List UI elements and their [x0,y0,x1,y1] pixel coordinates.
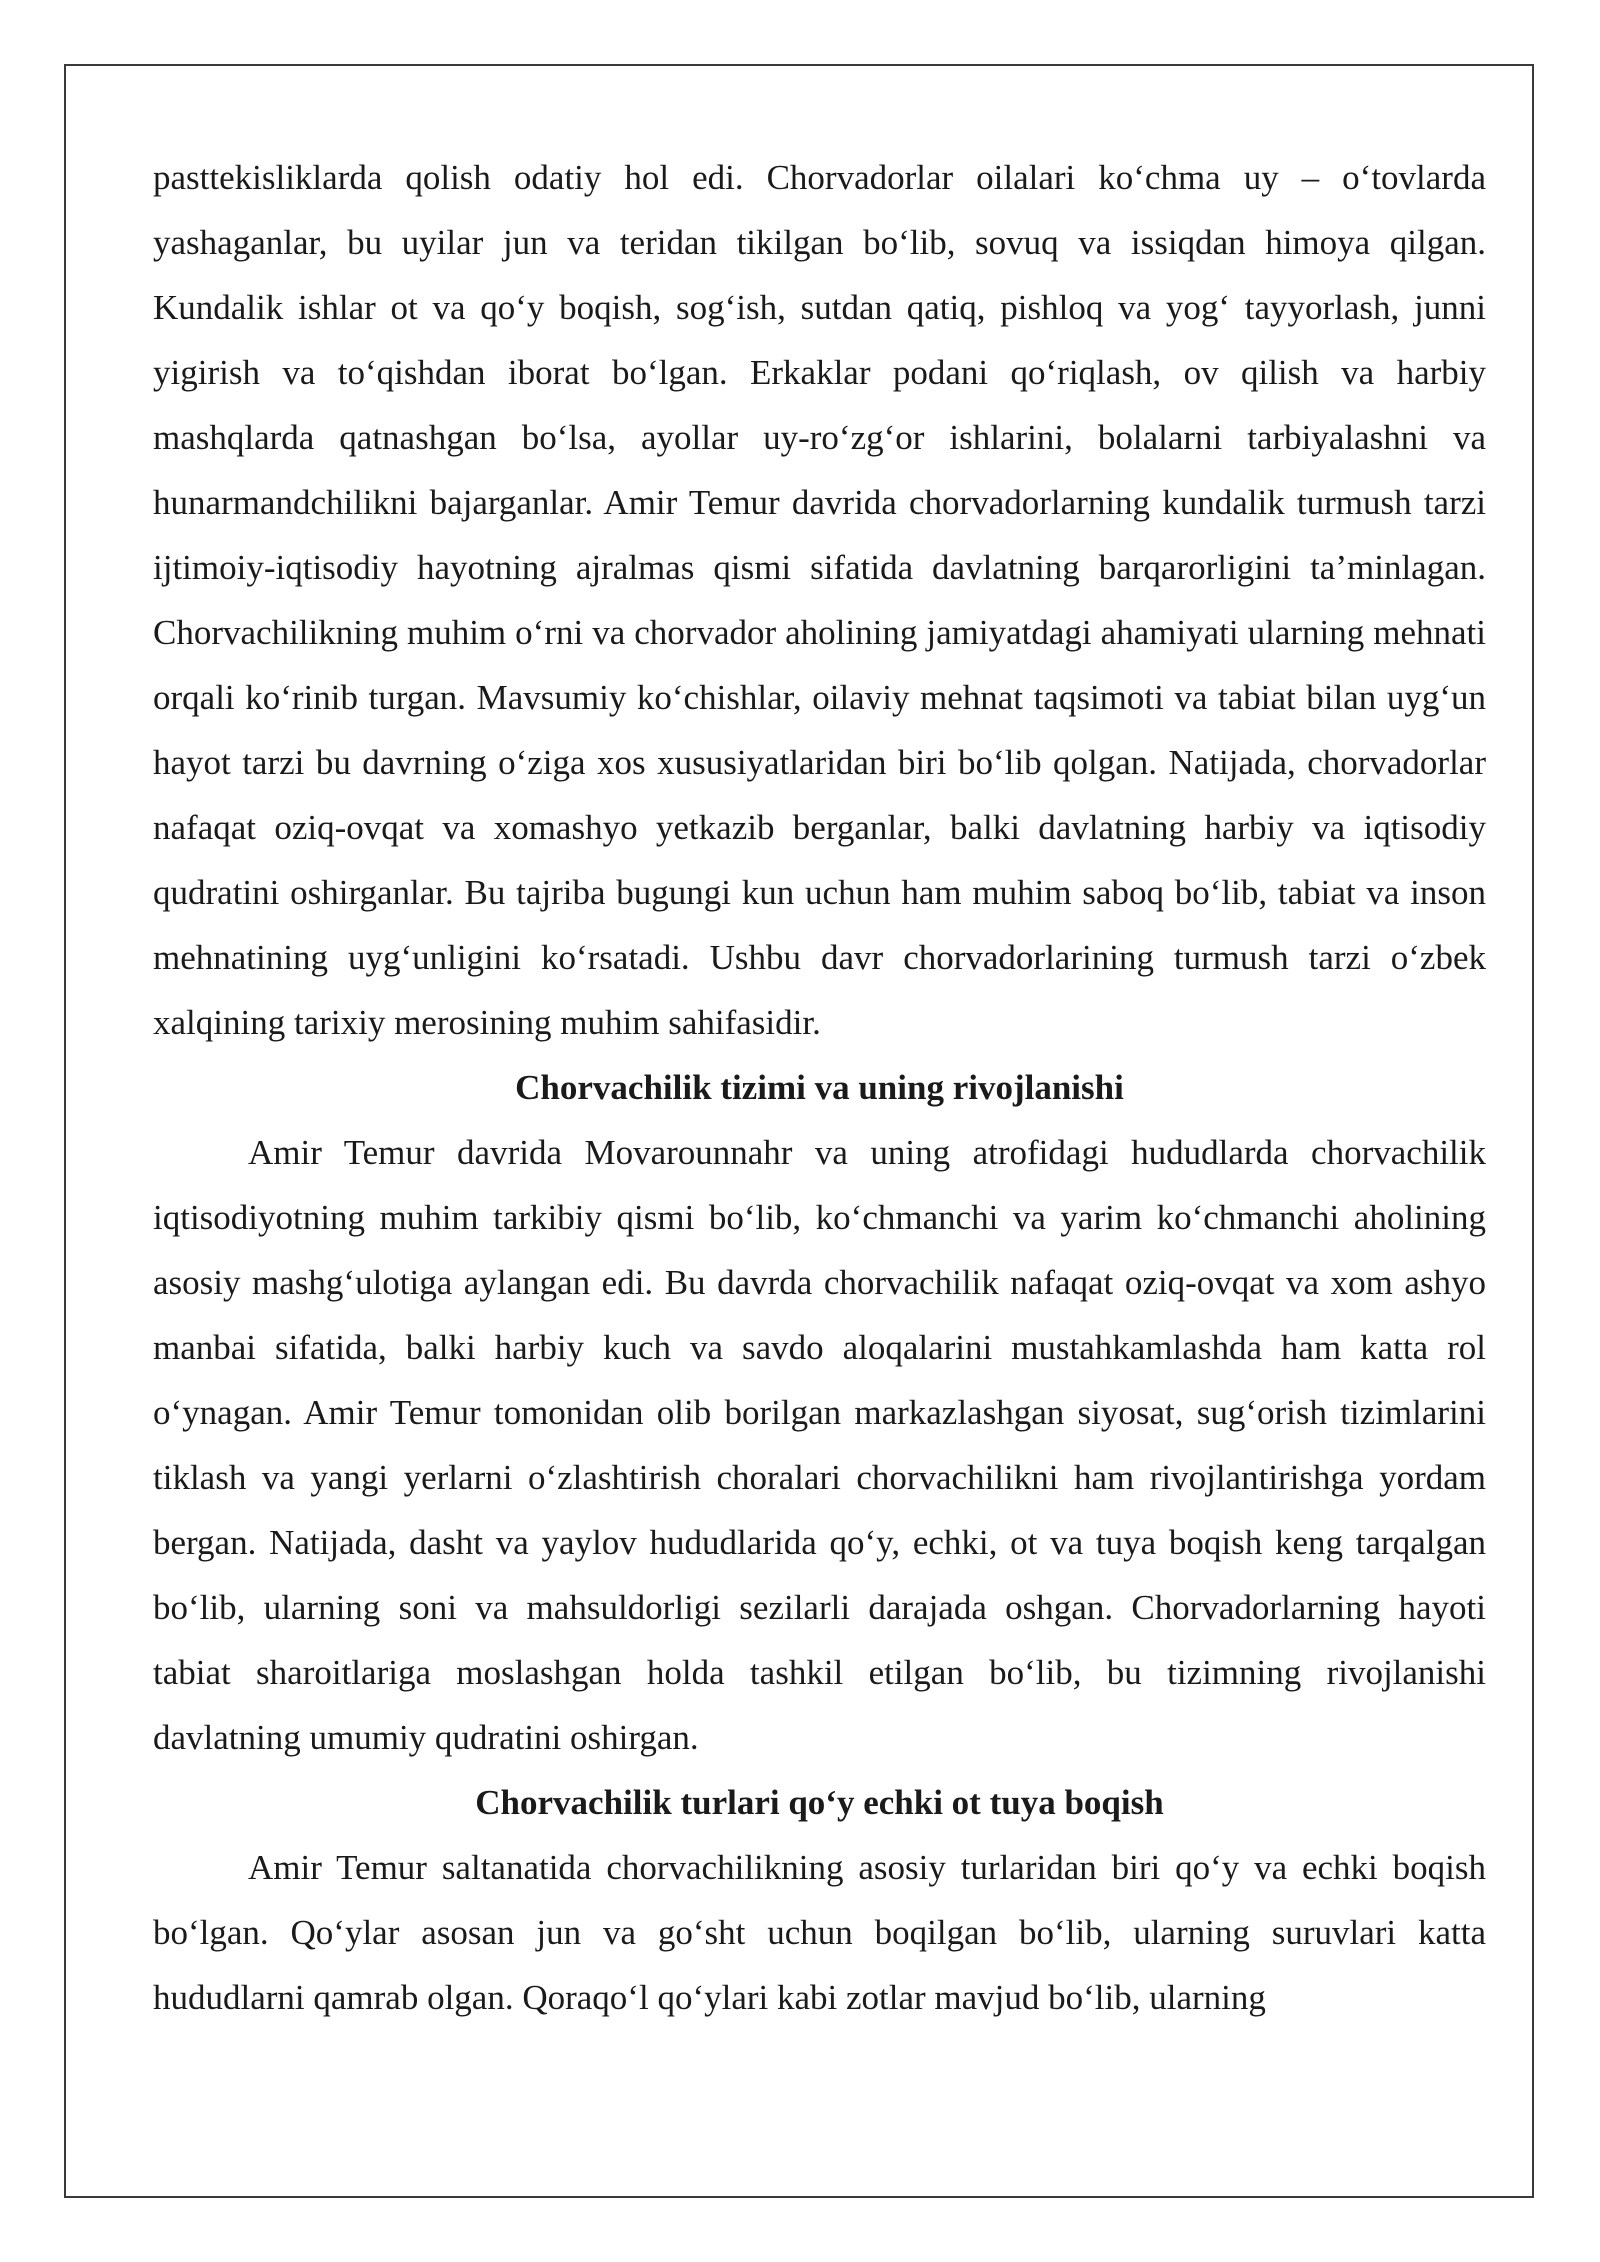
document-body [153,145,1486,2030]
paragraph-livestock-system: Amir Temur davrida Movarounnahr va uning atrofidagi hududlarda chorvachilik iqtisodiyotning muhim tarkibiy qismi bo‘lib, ko‘chmanchi va yarim ko‘chmanchi aholining asosiy mashg‘ulotiga aylangan edi. Bu davrda chorvachilik nafaqat oziq-ovqat va xom ashyo manbai sifatida, balki harbiy kuch va savdo aloqalarini mustahkamlashda ham katta rol o‘ynagan. Amir Temur tomonidan olib borilgan markazlashgan siyosat, sug‘orish tizimlarini tiklash va yangi yerlarni o‘zlashtirish choralari chorvachilikni ham rivojlantirishga yordam bergan. Natijada, dasht va yaylov hududlarida qo‘y, echki, ot va tuya boqish keng tarqalgan bo‘lib, ularning soni va mahsuldorligi sezilarli darajada oshgan. Chorvadorlarning hayoti tabiat sharoitlariga moslashgan holda tashkil etilgan bo‘lib, bu tizimning rivojlanishi davlatning umumiy qudratini oshirgan. [153,1133,1486,1757]
section-heading-livestock-types: Chorvachilik turlari qo‘y echki ot tuya boqish [475,1783,1164,1822]
paragraph-livestock-types: Amir Temur saltanatida chorvachilikning asosiy turlaridan biri qo‘y va echki boqish bo‘lgan. Qo‘ylar asosan jun va go‘sht uchun boqilgan bo‘lib, ularning suruvlari katta hududlarni qamrab olgan. Qoraqo‘l qo‘ylari kabi zotlar mavjud bo‘lib, ularning [153,1848,1486,2017]
paragraph-continuation: pasttekisliklarda qolish odatiy hol edi. Chorvadorlar oilalari ko‘chma uy – o‘tovlarda yashaganlar, bu uyilar jun va teridan tikilgan bo‘lib, sovuq va issiqdan himoya qilgan. Kundalik ishlar ot va qo‘y boqish, sog‘ish, sutdan qatiq, pishloq va yog‘ tayyorlash, junni yigirish va to‘qishdan iborat bo‘lgan. Erkaklar podani qo‘riqlash, ov qilish va harbiy mashqlarda qatnashgan bo‘lsa, ayollar uy-ro‘zg‘or ishlarini, bolalarni tarbiyalashni va hunarmandchilikni bajarganlar. Amir Temur davrida chorvadorlarning kundalik turmush tarzi ijtimoiy-iqtisodiy hayotning ajralmas qismi sifatida davlatning barqarorligini ta’minlagan. Chorvachilikning muhim o‘rni va chorvador aholining jamiyatdagi ahamiyati ularning mehnati orqali ko‘rinib turgan. Mavsumiy ko‘chishlar, oilaviy mehnat taqsimoti va tabiat bilan uyg‘un hayot tarzi bu davrning o‘ziga xos xususiyatlaridan biri bo‘lib qolgan. Natijada, chorvadorlar nafaqat oziq-ovqat va xomashyo yetkazib berganlar, balki davlatning harbiy va iqtisodiy qudratini oshirganlar. Bu tajriba bugungi kun uchun ham muhim saboq bo‘lib, tabiat va inson mehnatining uyg‘unligini ko‘rsatadi. Ushbu davr chorvadorlarining turmush tarzi o‘zbek xalqining tarixiy merosining muhim sahifasidir. [153,158,1486,1042]
section-heading-livestock-system: Chorvachilik tizimi va uning rivojlanishi [515,1068,1124,1107]
